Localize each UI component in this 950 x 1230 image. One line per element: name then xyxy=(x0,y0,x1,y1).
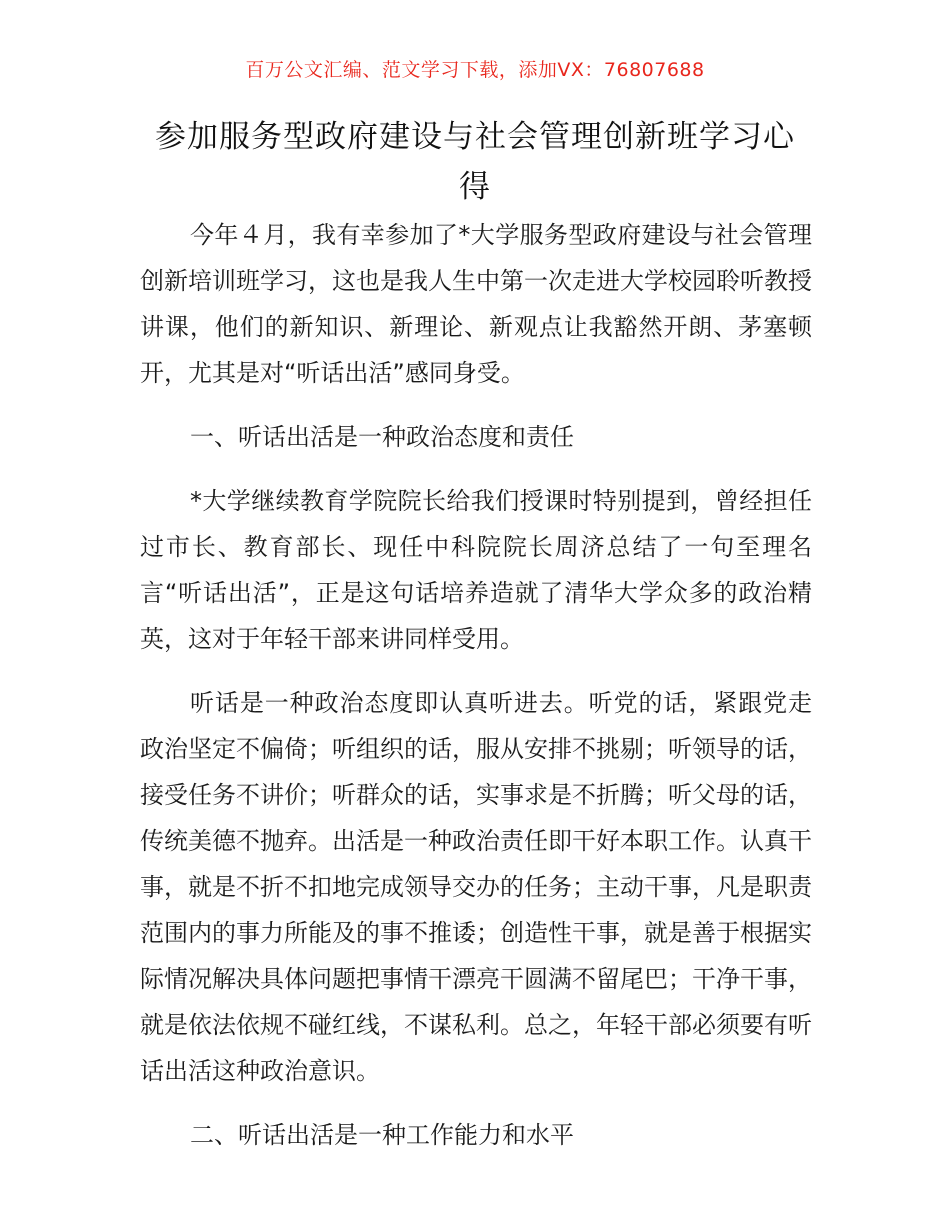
section-heading-1: 一、听话出活是一种政治态度和责任 xyxy=(190,423,574,451)
paragraph-intro: 今年４月，我有幸参加了*大学服务型政府建设与社会管理创新培训班学习，这也是我人生中第一次走进大学校园聆听教授讲课，他们的新知识、新理论、新观点让我豁然开朗、茅塞顿开，尤其是对“听话出活”感同身受。 xyxy=(140,221,812,387)
paragraph-section-1-body: 听话是一种政治态度即认真听进去。听党的话，紧跟党走政治坚定不偏倚；听组织的话，服从安排不挑剔；听领导的话，接受任务不讲价；听群众的话，实事求是不折腾；听父母的话，传统美德不抛弃。出活是一种政治责任即干好本职工作。认真干事，就是不折不扣地完成领导交办的任务；主动干事，凡是职责范围内的事力所能及的事不推诿；创造性干事，就是善于根据实际情况解决具体问题把事情干漂亮干圆满不留尾巴；干净干事，就是依法依规不碰红线，不谋私利。总之，年轻干部必须要有听话出活这种政治意识。 xyxy=(140,689,812,1085)
section-heading-2: 二、听话出活是一种工作能力和水平 xyxy=(190,1121,574,1149)
document-title: 参加服务型政府建设与社会管理创新班学习心得 xyxy=(155,119,795,205)
paragraph-section-1-intro: *大学继续教育学院院长给我们授课时特别提到，曾经担任过市长、教育部长、现任中科院院长周济总结了一句至理名言“听话出活”，正是这句话培养造就了清华大学众多的政治精英，这对于年轻干部来讲同样受用。 xyxy=(140,487,812,653)
promo-banner: 百万公文汇编、范文学习下载，添加VX：76807688 xyxy=(245,59,705,81)
document-body xyxy=(140,212,812,1176)
